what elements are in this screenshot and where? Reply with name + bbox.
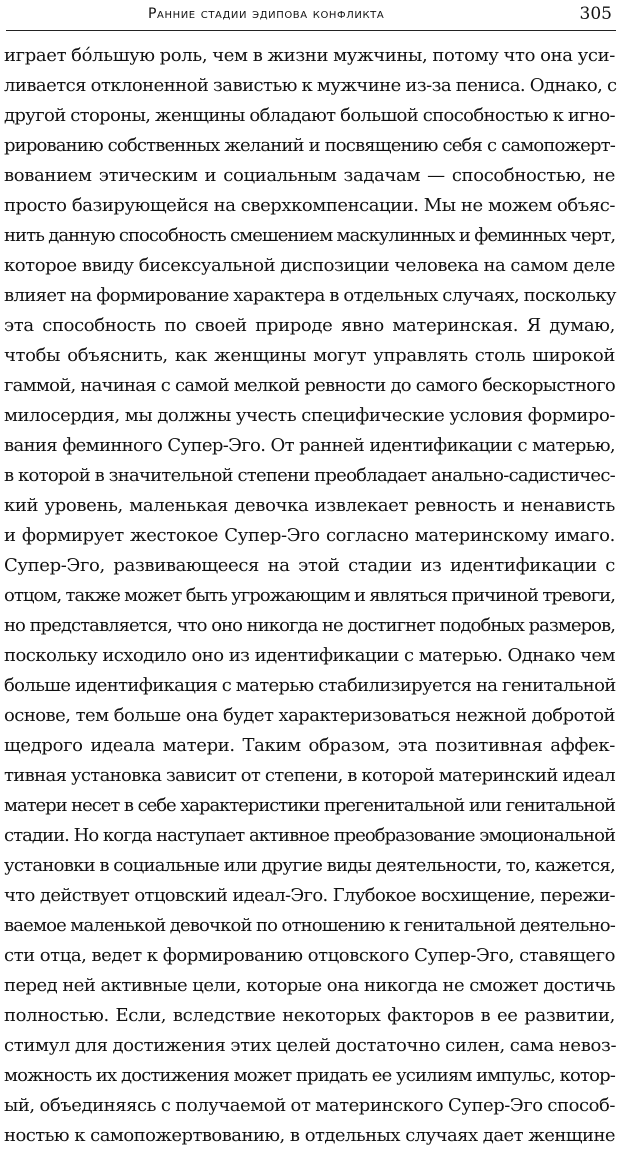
text-line: ваемое маленькой девочкой по отношению к генитальной деятельно-	[4, 915, 615, 936]
text-line: что действует отцовский идеал-Эго. Глубокое восхищение, пережи-	[4, 885, 615, 906]
text-line: кий уровень, маленькая девочка извлекает ревность и ненависть	[4, 495, 615, 516]
text-line: милосердия, мы должны учесть специфические условия формиро-	[4, 405, 615, 426]
text-line: вания феминного Супер-Эго. От ранней идентификации с матерью,	[4, 435, 615, 456]
text-line: перед ней активные цели, которые она никогда не сможет достичь	[4, 975, 615, 996]
text-line: тивная установка зависит от степени, в которой материнский идеал	[4, 765, 615, 786]
text-line: нить данную способность смешением маскулинных и феминных черт,	[4, 225, 616, 246]
body-text	[4, 41, 615, 1151]
text-line: вованием этическим и социальным задачам — способностью, не	[4, 165, 615, 186]
text-line: стадии. Но когда наступает активное преобразование эмоциональной	[4, 825, 615, 846]
text-line: рированию собственных желаний и посвящению себя с самопожерт-	[4, 135, 615, 156]
text-line: матери несет в себе характеристики прегенитальной или генитальной	[4, 795, 615, 816]
text-line: но представляется, что оно никогда не достигнет подобных размеров,	[4, 615, 615, 636]
text-line: сти отца, ведет к формированию отцовского Супер-Эго, ставящего	[4, 945, 615, 966]
text-line: полностью. Если, вследствие некоторых факторов в ее развитии,	[4, 1005, 615, 1026]
text-line: и формирует жестокое Супер-Эго согласно материнскому имаго.	[4, 525, 615, 546]
text-line: ностью к самопожертвованию, в отдельных случаях дает женщине	[4, 1125, 615, 1146]
page-number: 305	[579, 4, 612, 24]
text-line: больше идентификация с матерью стабилизируется на генитальной	[4, 675, 616, 696]
text-line: установки в социальные или другие виды деятельности, то, кажется,	[4, 855, 615, 876]
text-line: которое ввиду бисексуальной диспозиции человека на самом деле	[4, 255, 615, 276]
text-line: Супер-Эго, развивающееся на этой стадии из идентификации с	[4, 555, 615, 576]
text-line: ливается отклоненной завистью к мужчине из-за пениса. Однако, с	[4, 75, 617, 96]
text-line: гаммой, начиная с самой мелкой ревности до самого бескорыстного	[4, 375, 615, 396]
text-line: чтобы объяснить, как женщины могут управлять столь широкой	[4, 345, 615, 366]
text-line: стимул для достижения этих целей достаточно силен, сама невоз-	[4, 1035, 617, 1056]
text-line: играет бóльшую роль, чем в жизни мужчины, потому что она уси-	[4, 45, 615, 66]
page-header	[0, 0, 620, 40]
text-line: влияет на формирование характера в отдельных случаях, поскольку	[4, 285, 616, 306]
text-line: просто базирующейся на сверхкомпенсации. Мы не можем объяс-	[4, 195, 615, 216]
text-line: эта способность по своей природе явно материнская. Я думаю,	[4, 315, 615, 336]
text-line: другой стороны, женщины обладают большой способностью к игно-	[4, 105, 615, 126]
text-line: можность их достижения может придать ее усилиям импульс, котор-	[4, 1065, 615, 1086]
running-title: Ранние стадии эдипова конфликта	[148, 6, 385, 22]
text-line: отцом, также может быть угрожающим и являться причиной тревоги,	[4, 585, 615, 606]
text-line: поскольку исходило оно из идентификации с матерью. Однако чем	[4, 645, 615, 666]
text-line: основе, тем больше она будет характеризоваться нежной добротой	[4, 705, 615, 726]
text-line: щедрого идеала матери. Таким образом, эта позитивная аффек-	[4, 735, 615, 756]
text-line: в которой в значительной степени преобладает анально-садистичес-	[4, 465, 615, 486]
header-rule	[6, 30, 616, 31]
text-line: ый, объединяясь с получаемой от материнского Супер-Эго способ-	[4, 1095, 615, 1116]
